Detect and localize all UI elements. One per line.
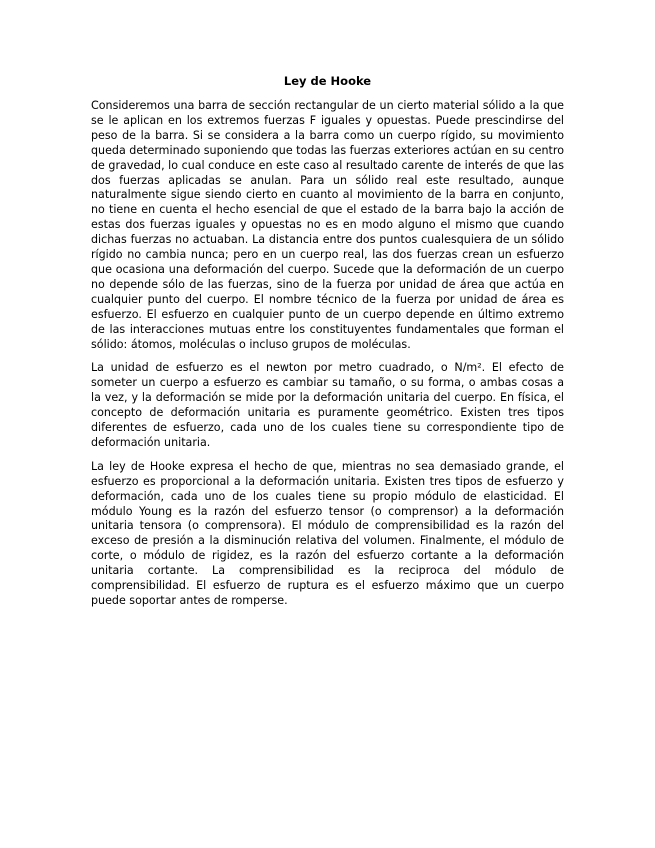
paragraph-2: La unidad de esfuerzo es el newton por metro cuadrado, o N/m². El efecto de someter un cuerpo a esfuerzo es cambiar su tamaño, o su forma, o ambas cosas a la vez, y la deformación se mide por la deformación unitaria del cuerpo. En física, el concepto de deformación unitaria es puramente geométrico. Existen tres tipos diferentes de esfuerzo, cada uno de los cuales tiene su correspondiente tipo de deformación unitaria.: [91, 361, 564, 449]
paragraph-3: La ley de Hooke expresa el hecho de que, mientras no sea demasiado grande, el esfuerzo es proporcional a la deformación unitaria. Existen tres tipos de esfuerzo y deformación, cada uno de los cuales tiene su propio módulo de elasticidad. El módulo Young es la razón del esfuerzo tensor (o comprensor) a la deformación unitaria tensora (o comprensora). El módulo de comprensibilidad es la razón del exceso de presión a la disminución relativa del volumen. Finalmente, el módulo de corte, o módulo de rigidez, es la razón del esfuerzo cortante a la deformación unitaria cortante. La comprensibilidad es la reciproca del módulo de comprensibilidad. El esfuerzo de ruptura es el esfuerzo máximo que un cuerpo puede soportar antes de romperse.: [91, 459, 564, 607]
paragraph-1: Consideremos una barra de sección rectangular de un cierto material sólido a la que se le aplican en los extremos fuerzas F iguales y opuestas. Puede prescindirse del peso de la barra. Si se considera a la barra como un cuerpo rígido, su movimiento queda determinado suponiendo que todas las fuerzas exteriores actúan en su centro de gravedad, lo cual conduce en este caso al resultado carente de interés de que las dos fuerzas aplicadas se anulan. Para un sólido real este resultado, aunque naturalmente sigue siendo cierto en cuanto al movimiento de la barra en conjunto, no tiene en cuenta el hecho esencial de que el estado de la barra bajo la acción de estas dos fuerzas iguales y opuestas no es en modo alguno el mismo que cuando dichas fuerzas no actuaban. La distancia entre dos puntos cualesquiera de un sólido rígido no cambia nunca; pero en un cuerpo real, las dos fuerzas crean un esfuerzo que ocasiona una deformación del cuerpo. Sucede que la deformación de un cuerpo no depende sólo de las fuerzas, sino de la fuerza por unidad de área que actúa en cualquier punto del cuerpo. El nombre técnico de la fuerza por unidad de área es esfuerzo. El esfuerzo en cualquier punto de un cuerpo depende en último extremo de las interacciones mutuas entre los constituyentes fundamentales que forman el sólido: átomos, moléculas o incluso grupos de moléculas.: [91, 99, 564, 351]
document-title: Ley de Hooke: [283, 74, 372, 88]
document-page: [91, 74, 564, 618]
